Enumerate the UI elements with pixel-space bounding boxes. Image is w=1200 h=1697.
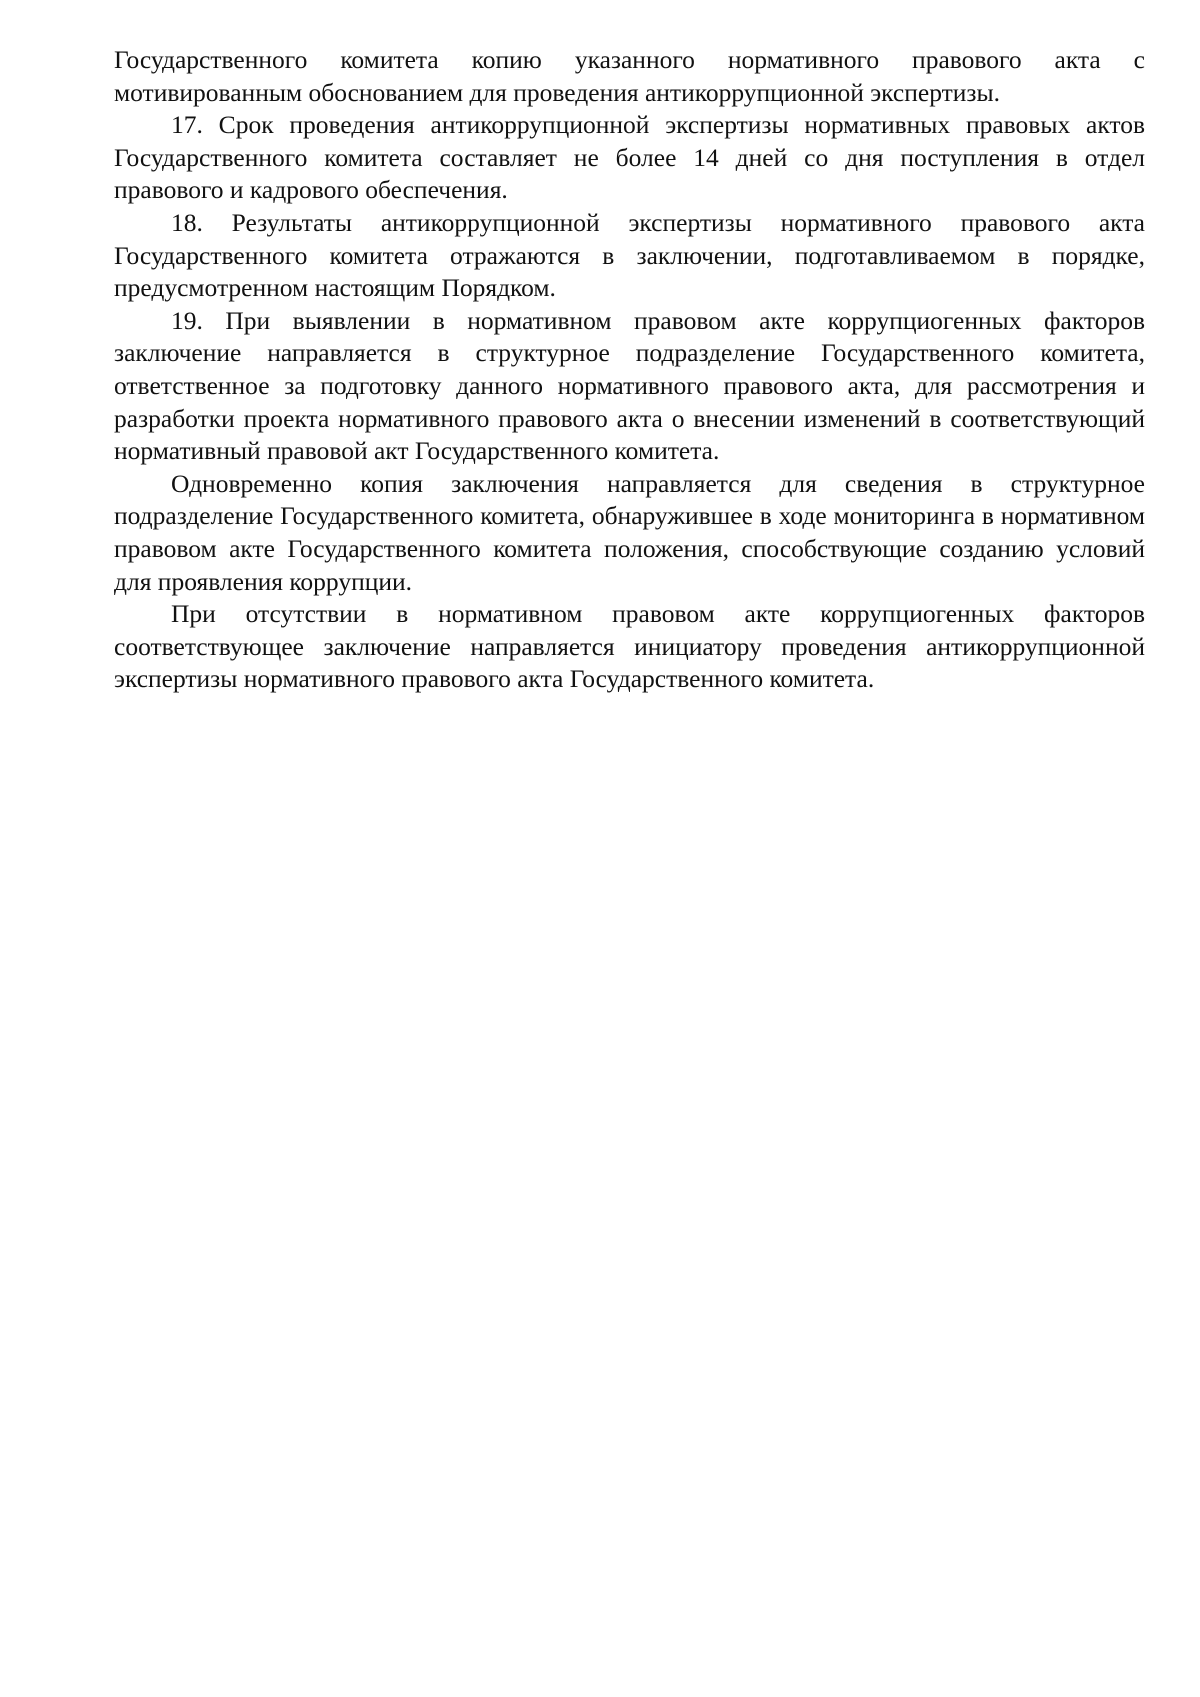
paragraph-copy-notice: Одновременно копия заключения направляется для сведения в структурное подразделение Государственного комитета, обнаружившее в ходе мониторинга в нормативном правовом акте Государственного комитета положения, способствующие созданию условий для проявления коррупции. [114,468,1145,596]
document-body [114,44,1145,696]
paragraph-item-17: 17. Срок проведения антикоррупционной экспертизы нормативных правовых актов Государственного комитета составляет не более 14 дней со дня поступления в отдел правового и кадрового обеспечения. [114,110,1145,205]
paragraph-item-19: 19. При выявлении в нормативном правовом акте коррупциогенных факторов заключение направляется в структурное подразделение Государственного комитета, ответственное за подготовку данного нормативного правового акта, для рассмотрения и разработки проекта нормативного правового акта о внесении изменений в соответствующий нормативный правовой акт Государственного комитета. [114,305,1145,466]
paragraph-no-factors: При отсутствии в нормативном правовом акте коррупциогенных факторов соответствующее заключение направляется инициатору проведения антикоррупционной экспертизы нормативного правового акта Государственного комитета. [114,599,1145,694]
paragraph-continuation: Государственного комитета копию указанного нормативного правового акта с мотивированным обоснованием для проведения антикоррупционной экспертизы. [114,45,1145,107]
paragraph-item-18: 18. Результаты антикоррупционной экспертизы нормативного правового акта Государственного комитета отражаются в заключении, подготавливаемом в порядке, предусмотренном настоящим Порядком. [114,207,1145,303]
